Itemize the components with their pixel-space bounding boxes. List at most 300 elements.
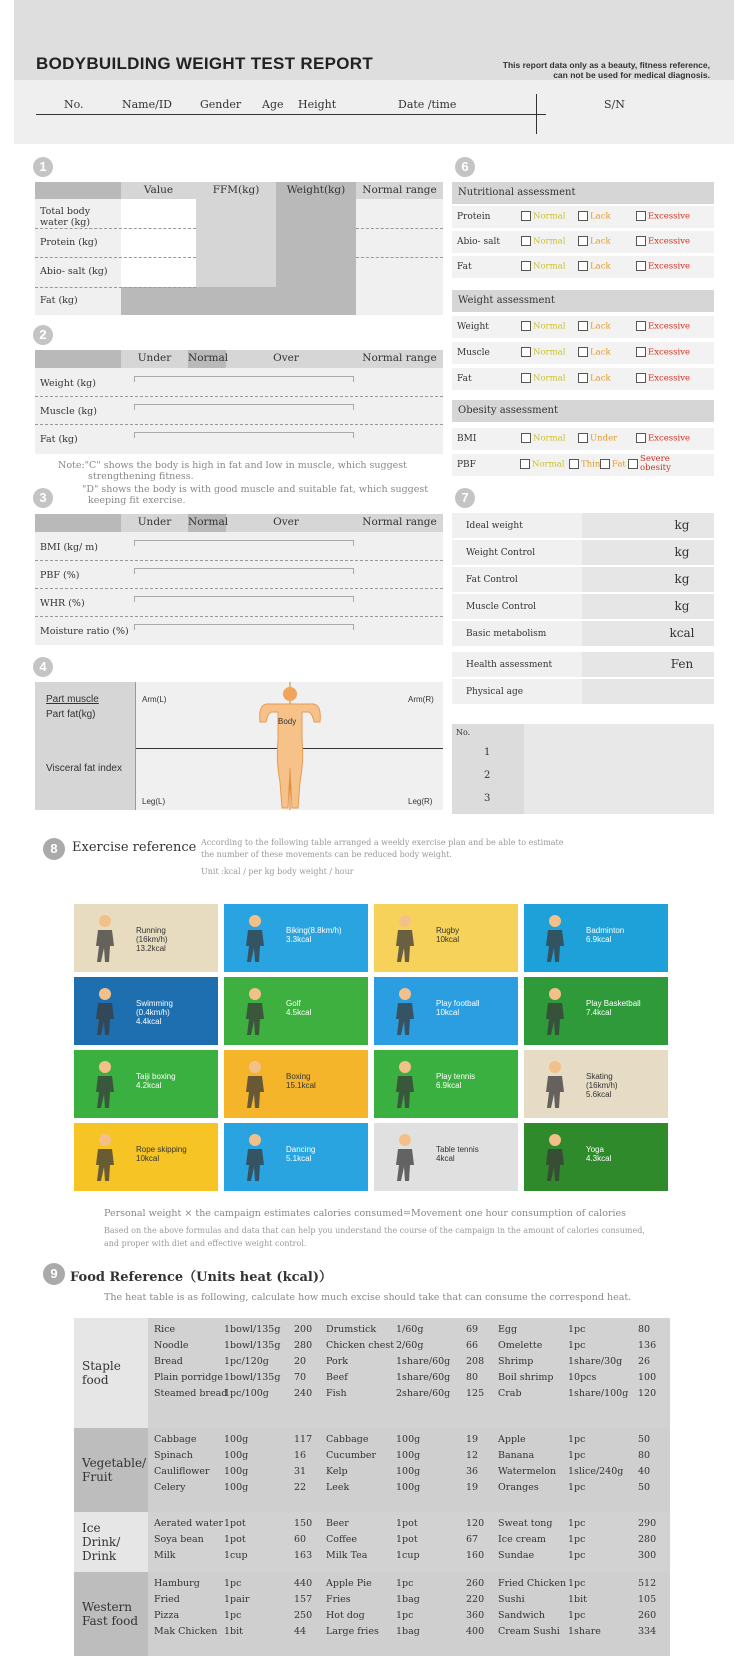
- food-row: [154, 1534, 324, 1550]
- food-name: Watermelon: [498, 1466, 557, 1477]
- food-portion: 2/60g: [396, 1340, 424, 1351]
- food-name: Chicken chest: [326, 1340, 395, 1351]
- food-kcal: 50: [638, 1434, 651, 1445]
- food-kcal: 240: [294, 1388, 313, 1399]
- food-kcal: 36: [466, 1466, 479, 1477]
- food-name: Steamed bread: [154, 1388, 228, 1399]
- food-kcal: 80: [638, 1324, 651, 1335]
- checkbox-normal[interactable]: [521, 433, 565, 444]
- food-name: Boil shrimp: [498, 1372, 554, 1383]
- food-kcal: 31: [294, 1466, 307, 1477]
- col-under: Under: [137, 352, 172, 364]
- row-muscle: Muscle (kg): [40, 406, 97, 417]
- exercise-label: 5.1kcal: [286, 1154, 312, 1163]
- food-category: Western Fast food: [74, 1572, 148, 1656]
- col-weight: Weight(kg): [286, 184, 346, 196]
- food-portion: 1share/30g: [568, 1356, 623, 1367]
- food-name: Mak Chicken: [154, 1626, 218, 1637]
- checkbox-excessive[interactable]: [636, 321, 690, 332]
- body-figure-icon: [240, 682, 340, 810]
- food-row: [326, 1518, 496, 1534]
- no-3: 3: [484, 793, 491, 804]
- food-name: Kelp: [326, 1466, 348, 1477]
- row-abio-salt: Abio- salt (kg): [40, 266, 108, 277]
- checkbox-normal[interactable]: [521, 321, 565, 332]
- food-name: Soya bean: [154, 1534, 204, 1545]
- food-kcal: 16: [294, 1450, 307, 1461]
- checkbox-excessive[interactable]: [636, 211, 690, 222]
- exercise-label: 4.5kcal: [286, 1008, 312, 1017]
- food-name: Sandwich: [498, 1610, 545, 1621]
- disclaimer: [503, 60, 710, 80]
- food-kcal: 19: [466, 1482, 479, 1493]
- food-row: [154, 1466, 324, 1482]
- checkbox-normal[interactable]: [521, 261, 565, 272]
- food-column: [326, 1324, 496, 1404]
- food-kcal: 44: [294, 1626, 307, 1637]
- physical-age: Physical age: [466, 687, 524, 697]
- checkbox-excessive[interactable]: [636, 373, 690, 384]
- label-leg-r: Leg(R): [408, 797, 433, 806]
- unit: Fen: [670, 657, 694, 671]
- food-name: Spinach: [154, 1450, 193, 1461]
- checkbox-lack[interactable]: [578, 321, 611, 332]
- exercise-desc-1: According to the following table arranged a weekly exercise plan and be able to estimate: [201, 838, 564, 847]
- opt-label: Normal: [532, 459, 565, 470]
- food-kcal: 70: [294, 1372, 307, 1383]
- exercise-tile: [74, 904, 218, 972]
- exercise-tile: [74, 1123, 218, 1191]
- exercise-label: Rope skipping: [136, 1145, 187, 1154]
- exercise-tile: [224, 1050, 368, 1118]
- food-name: Apple Pie: [326, 1578, 372, 1589]
- food-name: Cream Sushi: [498, 1626, 560, 1637]
- food-category: Vegetable/ Fruit: [74, 1428, 148, 1512]
- athlete-icon: [542, 914, 568, 962]
- checkbox-lack[interactable]: [578, 347, 611, 358]
- exercise-label: Play football: [436, 999, 480, 1008]
- no-2: 2: [484, 770, 491, 781]
- checkbox-normal[interactable]: [521, 347, 565, 358]
- food-portion: 100g: [396, 1466, 421, 1477]
- exercise-label: Swimming: [136, 999, 173, 1008]
- row-protein: Protein (kg): [40, 237, 98, 248]
- food-portion: 1pc: [568, 1534, 586, 1545]
- food-name: Noodle: [154, 1340, 189, 1351]
- food-name: Hamburg: [154, 1578, 200, 1589]
- food-portion: 1pc/120g: [224, 1356, 269, 1367]
- food-name: Drumstick: [326, 1324, 377, 1335]
- food-kcal: 220: [466, 1594, 485, 1605]
- opt-label: Normal: [533, 261, 566, 272]
- opt-label: Lack: [590, 321, 611, 332]
- checkbox-under[interactable]: [578, 433, 617, 444]
- food-row: [154, 1356, 324, 1372]
- food-name: Large fries: [326, 1626, 379, 1637]
- wa-fat: Fat: [457, 374, 472, 384]
- checkbox-severe-obesity[interactable]: [628, 455, 671, 473]
- food-portion: 100g: [396, 1450, 421, 1461]
- food-name: Crab: [498, 1388, 522, 1399]
- opt-label: Lack: [590, 211, 611, 222]
- food-name: Apple: [498, 1434, 526, 1445]
- label-part-fat: Part fat(kg): [46, 709, 96, 720]
- checkbox-lack[interactable]: [578, 211, 611, 222]
- food-portion: 1bag: [396, 1594, 420, 1605]
- col-normal-range-2: Normal range: [362, 352, 437, 364]
- food-row: [154, 1450, 324, 1466]
- wa-weight: Weight: [457, 322, 489, 332]
- athlete-icon: [392, 987, 418, 1035]
- food-name: Pork: [326, 1356, 349, 1367]
- food-row: [498, 1610, 668, 1626]
- checkbox-excessive[interactable]: [636, 347, 690, 358]
- food-portion: 100g: [224, 1434, 249, 1445]
- food-kcal: 400: [466, 1626, 485, 1637]
- food-row: [498, 1434, 668, 1450]
- col-normal-3: Normal: [188, 516, 229, 528]
- exercise-label: 4.4kcal: [136, 1017, 162, 1026]
- opt-label: Normal: [533, 347, 566, 358]
- food-row: [498, 1388, 668, 1404]
- food-category: Staple food: [74, 1318, 148, 1428]
- food-kcal: 20: [294, 1356, 307, 1367]
- checkbox-fat[interactable]: [600, 459, 626, 470]
- food-row: [498, 1372, 668, 1388]
- food-kcal: 26: [638, 1356, 651, 1367]
- exercise-label: (16km/h): [586, 1081, 618, 1090]
- field-height: Height: [298, 98, 337, 111]
- food-row: [498, 1450, 668, 1466]
- food-name: Sundae: [498, 1550, 535, 1561]
- fat-control: Fat Control: [466, 575, 518, 585]
- food-portion: 1bowl/135g: [224, 1340, 281, 1351]
- food-kcal: 157: [294, 1594, 313, 1605]
- weight-assessment-title: Weight assessment: [452, 290, 714, 312]
- opt-label: Excessive: [648, 373, 691, 384]
- food-column: [154, 1578, 324, 1642]
- food-name: Bread: [154, 1356, 183, 1367]
- food-portion: 1pot: [224, 1518, 246, 1529]
- food-kcal: 125: [466, 1388, 485, 1399]
- food-name: Omelette: [498, 1340, 543, 1351]
- checkbox-normal[interactable]: [521, 236, 565, 247]
- food-kcal: 67: [466, 1534, 479, 1545]
- athlete-icon: [92, 987, 118, 1035]
- exercise-tile: [374, 1123, 518, 1191]
- food-portion: 10pcs: [568, 1372, 597, 1383]
- checkbox-normal[interactable]: [520, 459, 564, 470]
- section-4-number: 4: [33, 657, 53, 677]
- exercise-label: Skating: [586, 1072, 613, 1081]
- food-row: [498, 1518, 668, 1534]
- checkbox-lack[interactable]: [578, 236, 611, 247]
- exercise-label: 5.6kcal: [586, 1090, 612, 1099]
- food-kcal: 200: [294, 1324, 313, 1335]
- row-total-body-water: Total body water (kg): [40, 206, 91, 228]
- food-kcal: 80: [638, 1450, 651, 1461]
- food-kcal: 120: [466, 1518, 485, 1529]
- row-bmi: BMI (kg/ m): [40, 542, 98, 553]
- athlete-icon: [92, 1133, 118, 1181]
- exercise-tile: [224, 1123, 368, 1191]
- food-portion: 1pc: [568, 1578, 586, 1589]
- food-portion: 1pc: [568, 1324, 586, 1335]
- unit: kg: [674, 518, 690, 532]
- food-row: [498, 1594, 668, 1610]
- col-value: Value: [143, 184, 174, 196]
- food-column: [154, 1324, 324, 1404]
- food-portion: 1bit: [568, 1594, 587, 1605]
- food-row: [498, 1324, 668, 1340]
- food-kcal: 40: [638, 1466, 651, 1477]
- food-row: [498, 1356, 668, 1372]
- food-name: Fried Chicken: [498, 1578, 567, 1589]
- food-row: [154, 1340, 324, 1356]
- food-kcal: 69: [466, 1324, 479, 1335]
- food-portion: 1pc: [568, 1340, 586, 1351]
- athlete-icon: [92, 914, 118, 962]
- row-weight: Weight (kg): [40, 378, 96, 389]
- athlete-icon: [242, 1133, 268, 1181]
- food-kcal: 12: [466, 1450, 479, 1461]
- food-name: Oranges: [498, 1482, 539, 1493]
- food-name: Shrimp: [498, 1356, 534, 1367]
- obesity-title: Obesity assessment: [452, 400, 714, 422]
- food-name: Cauliflower: [154, 1466, 210, 1477]
- col-normal-range: Normal range: [362, 184, 437, 196]
- food-portion: 1pc: [396, 1578, 414, 1589]
- label-arm-r: Arm(R): [408, 695, 434, 704]
- exercise-label: Dancing: [286, 1145, 316, 1154]
- label-arm-l: Arm(L): [142, 695, 167, 704]
- food-name: Plain porridge: [154, 1372, 223, 1383]
- food-kcal: 120: [638, 1388, 657, 1399]
- food-portion: 1pc: [568, 1482, 586, 1493]
- opt-label: Lack: [590, 261, 611, 272]
- food-kcal: 280: [638, 1534, 657, 1545]
- exercise-label: 10kcal: [136, 1154, 160, 1163]
- food-name: Cabbage: [154, 1434, 197, 1445]
- section-7-number: 7: [455, 488, 475, 508]
- food-row: [498, 1482, 668, 1498]
- checkbox-excessive[interactable]: [636, 261, 690, 272]
- athlete-icon: [542, 1133, 568, 1181]
- food-portion: 1share: [568, 1626, 601, 1637]
- food-portion: 1pc/100g: [224, 1388, 269, 1399]
- exercise-label: Taiji boxing: [136, 1072, 176, 1081]
- wa-muscle: Muscle: [457, 348, 490, 358]
- opt-label: Lack: [590, 347, 611, 358]
- unit: kg: [674, 572, 690, 586]
- food-column: [326, 1578, 496, 1642]
- food-portion: 100g: [396, 1482, 421, 1493]
- health-assessment: Health assessment: [466, 660, 553, 670]
- food-row: [326, 1550, 496, 1566]
- exercise-label: Running: [136, 926, 166, 935]
- food-kcal: 19: [466, 1434, 479, 1445]
- field-gender: Gender: [200, 98, 242, 111]
- food-row: [154, 1578, 324, 1594]
- food-portion: 1pc: [568, 1610, 586, 1621]
- food-row: [326, 1340, 496, 1356]
- food-row: [154, 1434, 324, 1450]
- food-row: [326, 1324, 496, 1340]
- exercise-tile: [524, 904, 668, 972]
- food-kcal: 80: [466, 1372, 479, 1383]
- food-portion: 1slice/240g: [568, 1466, 624, 1477]
- exercise-label: 6.9kcal: [586, 935, 612, 944]
- opt-label: Normal: [533, 433, 566, 444]
- exercise-desc-2: the number of these movements can be reduced body weight.: [201, 850, 452, 859]
- opt-label: Excessive: [648, 321, 691, 332]
- food-row: [326, 1578, 496, 1594]
- food-kcal: 50: [638, 1482, 651, 1493]
- row-whr: WHR (%): [40, 598, 85, 609]
- food-kcal: 160: [466, 1550, 485, 1561]
- no-header: No.: [456, 728, 471, 737]
- food-kcal: 150: [294, 1518, 313, 1529]
- col-ffm: FFM(kg): [212, 184, 260, 196]
- opt-label: Normal: [533, 236, 566, 247]
- food-kcal: 105: [638, 1594, 657, 1605]
- food-kcal: 360: [466, 1610, 485, 1621]
- food-name: Ice cream: [498, 1534, 546, 1545]
- food-portion: 100g: [396, 1434, 421, 1445]
- col-normal-range-3: Normal range: [362, 516, 437, 528]
- food-portion: 1share/100g: [568, 1388, 629, 1399]
- food-kcal: 300: [638, 1550, 657, 1561]
- checkbox-normal[interactable]: [521, 373, 565, 384]
- food-portion: 1pc: [224, 1610, 242, 1621]
- food-row: [326, 1434, 496, 1450]
- opt-label: Lack: [590, 373, 611, 384]
- food-portion: 100g: [224, 1482, 249, 1493]
- food-column: [326, 1434, 496, 1498]
- food-name: Coffee: [326, 1534, 357, 1545]
- food-group: [74, 1318, 670, 1428]
- section-6-number: 6: [455, 157, 475, 177]
- food-row: [154, 1610, 324, 1626]
- food-row: [154, 1550, 324, 1566]
- athlete-icon: [242, 1060, 268, 1108]
- food-group: [74, 1572, 670, 1656]
- food-portion: 1pc: [568, 1550, 586, 1561]
- food-kcal: 60: [294, 1534, 307, 1545]
- food-row: [154, 1372, 324, 1388]
- opt-label: Excessive: [648, 236, 691, 247]
- food-row: [154, 1518, 324, 1534]
- food-name: Banana: [498, 1450, 535, 1461]
- section-3-number: 3: [33, 488, 53, 508]
- food-row: [498, 1466, 668, 1482]
- food-row: [154, 1324, 324, 1340]
- food-row: [326, 1610, 496, 1626]
- exercise-tile: [224, 904, 368, 972]
- row-fat-2: Fat (kg): [40, 434, 78, 445]
- exercise-label: 4.2kcal: [136, 1081, 162, 1090]
- food-kcal: 66: [466, 1340, 479, 1351]
- opt-label: Lack: [590, 236, 611, 247]
- opt-label: Normal: [533, 321, 566, 332]
- exercise-tile: [374, 904, 518, 972]
- checkbox-thin[interactable]: [569, 459, 600, 470]
- athlete-icon: [242, 987, 268, 1035]
- food-kcal: 334: [638, 1626, 657, 1637]
- food-kcal: 163: [294, 1550, 313, 1561]
- food-kcal: 136: [638, 1340, 657, 1351]
- food-name: Milk: [154, 1550, 176, 1561]
- checkbox-lack[interactable]: [578, 373, 611, 384]
- exercise-tile: [524, 1050, 668, 1118]
- label-part-muscle: Part muscle: [46, 694, 99, 705]
- exercise-tile: [524, 977, 668, 1045]
- food-row: [498, 1340, 668, 1356]
- exercise-label: (16km/h): [136, 935, 168, 944]
- ideal-weight: Ideal weight: [466, 521, 523, 531]
- food-kcal: 260: [466, 1578, 485, 1589]
- food-row: [498, 1534, 668, 1550]
- athlete-icon: [392, 1060, 418, 1108]
- checkbox-normal[interactable]: [521, 211, 565, 222]
- report-header: [14, 0, 734, 144]
- unit: kcal: [669, 626, 695, 640]
- food-row: [326, 1450, 496, 1466]
- section-8-number: 8: [43, 838, 65, 860]
- col-normal: Normal: [188, 352, 229, 364]
- food-name: Aerated water: [154, 1518, 224, 1529]
- food-subtitle: The heat table is as following, calculate how much excise should take that can consume the correspond heat.: [104, 1292, 632, 1303]
- unit: kg: [674, 545, 690, 559]
- food-portion: 1pair: [224, 1594, 250, 1605]
- exercise-label: 10kcal: [436, 935, 460, 944]
- food-name: Pizza: [154, 1610, 180, 1621]
- food-row: [326, 1626, 496, 1642]
- checkbox-lack[interactable]: [578, 261, 611, 272]
- exercise-label: 4kcal: [436, 1154, 455, 1163]
- athlete-icon: [242, 914, 268, 962]
- food-name: Leek: [326, 1482, 350, 1493]
- opt-label: Excessive: [648, 347, 691, 358]
- food-row: [154, 1482, 324, 1498]
- food-row: [154, 1626, 324, 1642]
- nutritional-title: Nutritional assessment: [452, 182, 714, 204]
- nutr-abio-salt: Abio- salt: [457, 237, 500, 247]
- exercise-tile: [74, 1050, 218, 1118]
- field-no: No.: [64, 98, 84, 111]
- food-name: Beef: [326, 1372, 348, 1383]
- food-portion: 1pc: [224, 1578, 242, 1589]
- food-portion: 1bit: [224, 1626, 243, 1637]
- report-title: BODYBUILDING WEIGHT TEST REPORT: [36, 54, 374, 73]
- checkbox-excessive[interactable]: [636, 236, 690, 247]
- exercise-label: 6.9kcal: [436, 1081, 462, 1090]
- food-row: [326, 1594, 496, 1610]
- food-group-body: [148, 1318, 670, 1428]
- checkbox-excessive[interactable]: [636, 433, 690, 444]
- field-date: Date /time: [398, 98, 457, 111]
- ob-pbf: PBF: [457, 460, 476, 470]
- food-group: [74, 1428, 670, 1512]
- food-portion: 1pot: [396, 1534, 418, 1545]
- food-name: Fries: [326, 1594, 351, 1605]
- food-column: [498, 1518, 668, 1566]
- food-row: [326, 1372, 496, 1388]
- food-portion: 1bag: [396, 1626, 420, 1637]
- food-name: Fish: [326, 1388, 347, 1399]
- exercise-title: Exercise reference: [72, 840, 197, 855]
- note-d-line-2: keeping fit exercise.: [88, 495, 186, 506]
